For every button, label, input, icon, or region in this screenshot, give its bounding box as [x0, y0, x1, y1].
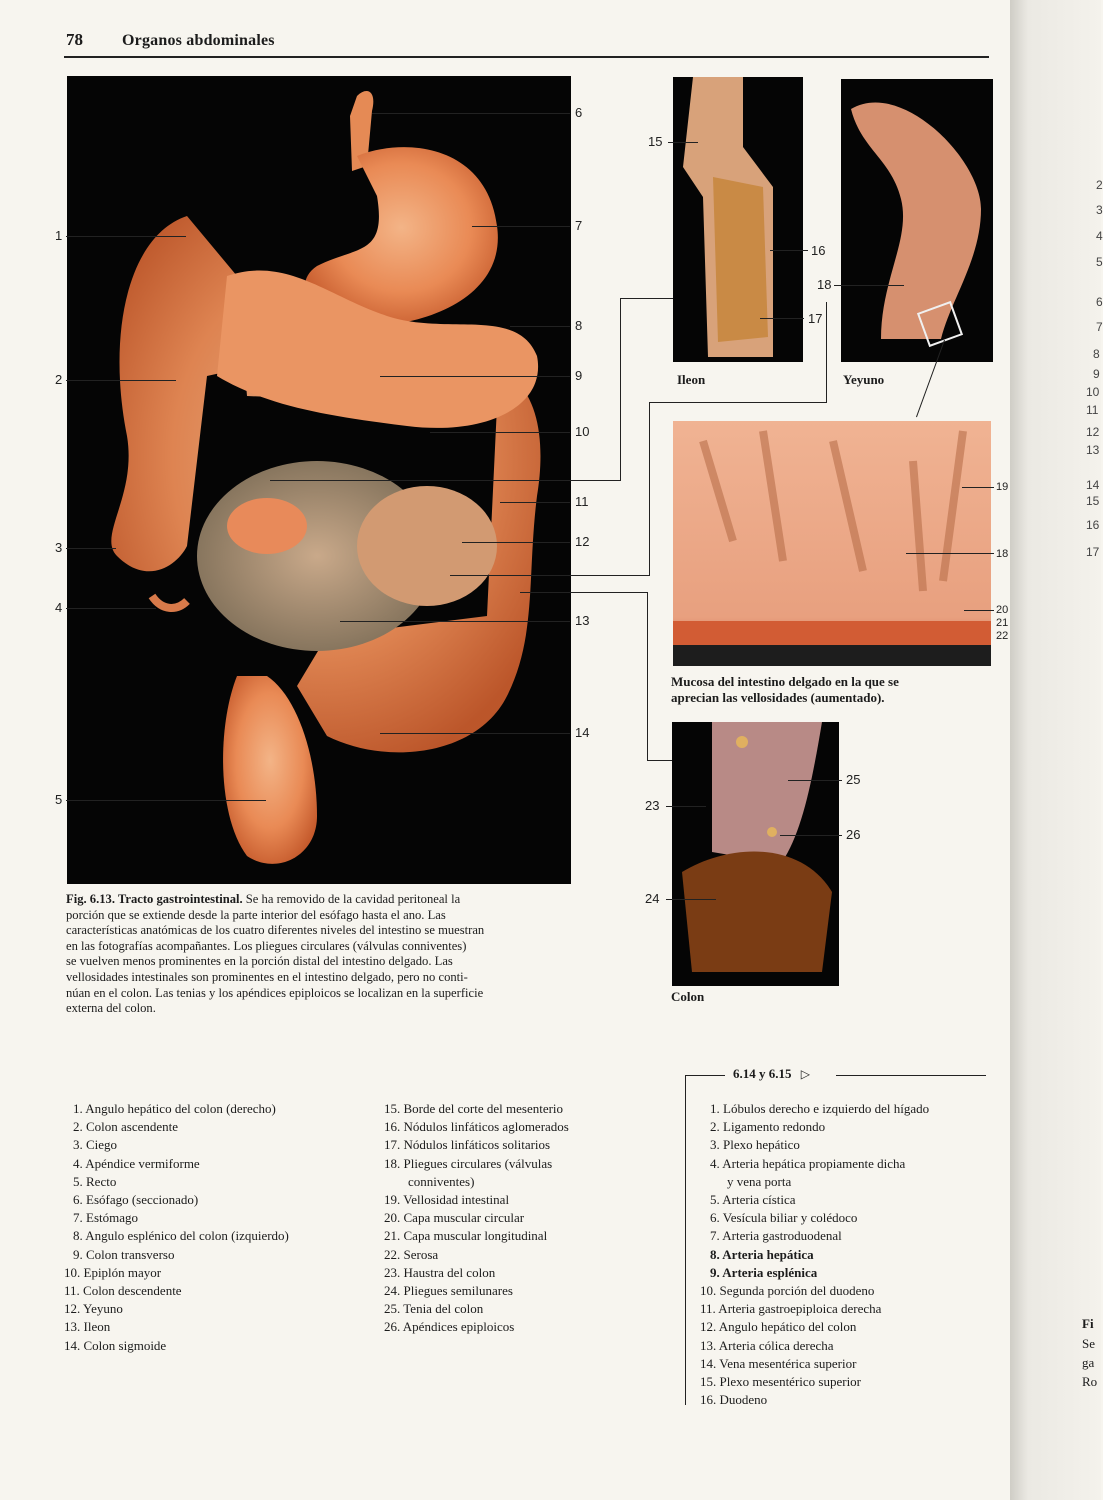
list-item: 16. Duodeno — [700, 1392, 768, 1408]
label-24: 26 — [846, 827, 861, 842]
label-7: 7 — [575, 218, 583, 233]
label-9: 9 — [575, 368, 583, 383]
connector-line — [649, 402, 826, 403]
legend-item: 23. Haustra del colon — [384, 1264, 496, 1280]
connector-line — [270, 480, 620, 481]
legend-item: 6. Esófago (seccionado) — [73, 1192, 199, 1208]
edge-number: 5 — [1096, 255, 1103, 269]
label-14: 14 — [575, 725, 590, 740]
leader-line — [66, 236, 186, 237]
label-11: 11 — [575, 494, 589, 509]
mucosa-photo — [673, 421, 991, 666]
edge-line-fragment: ga — [1082, 1355, 1095, 1370]
leader-line — [770, 250, 808, 251]
edge-number: 7 — [1096, 320, 1103, 334]
legend-item: conniventes) — [408, 1173, 475, 1189]
leader-line — [962, 487, 994, 488]
legend-item: 8. Angulo esplénico del colon (izquierdo) — [73, 1228, 289, 1244]
leader-line — [462, 542, 570, 543]
label-25: 23 — [645, 798, 660, 813]
legend-item: 25. Tenia del colon — [384, 1301, 484, 1317]
label-21: 21 — [996, 617, 1009, 629]
list-item: 4. Arteria hepática propiamente dicha — [710, 1155, 906, 1171]
legend-item: 24. Pliegues semilunares — [384, 1283, 513, 1299]
figure-caption-line: núan en el colon. Las tenias y los apéndices epiploicos se localizan en la superficie — [66, 985, 484, 1000]
connector-line — [647, 592, 648, 760]
leader-line — [964, 610, 994, 611]
leader-line — [380, 733, 570, 734]
triangle-right-icon: ▷ — [800, 1067, 810, 1081]
connector-line — [620, 298, 621, 481]
legend-item: 3. Ciego — [73, 1137, 118, 1153]
mucosa-caption-line2 — [671, 690, 885, 706]
label-18b: 18 — [996, 548, 1009, 560]
list-item: 13. Arteria cólica derecha — [700, 1337, 834, 1353]
label-2: 2 — [55, 372, 63, 387]
colon-illustration — [672, 722, 839, 986]
leader-line — [788, 780, 842, 781]
mucosa-caption-line1: Mucosa del intestino delgado en la que se — [671, 674, 899, 689]
legend-item: 12. Yeyuno — [64, 1301, 123, 1317]
label-5: 5 — [55, 792, 63, 807]
legend-item: 7. Estómago — [73, 1210, 138, 1226]
list-item: 9. Arteria esplénica — [710, 1264, 818, 1280]
section-border — [836, 1075, 986, 1076]
legend-item: 14. Colon sigmoide — [64, 1337, 167, 1353]
leader-line — [500, 502, 570, 503]
edge-line-fragment: Se — [1082, 1336, 1095, 1351]
ileon-caption: Ileon — [677, 372, 706, 387]
figure-caption — [66, 892, 593, 1017]
list-item: 15. Plexo mesentérico superior — [700, 1374, 862, 1390]
figure-caption-line: en las fotografías acompañantes. Los pliegues circulares (válvulas conniventes) — [66, 938, 467, 953]
list-item: 3. Plexo hepático — [710, 1137, 800, 1153]
leader-line — [340, 621, 570, 622]
label-1: 1 — [55, 228, 63, 243]
leader-line — [430, 432, 570, 433]
label-10: 10 — [575, 424, 590, 439]
section-heading-text: 6.14 y 6.15 — [733, 1066, 792, 1081]
legend-item: 15. Borde del corte del mesenterio — [384, 1101, 564, 1116]
page-title: Organos abdominales — [122, 32, 275, 49]
leader-line — [510, 326, 570, 327]
legend-item: 16. Nódulos linfáticos aglomerados — [384, 1119, 569, 1135]
list-item: 5. Arteria cística — [710, 1192, 796, 1208]
legend-item: 26. Apéndices epiploicos — [384, 1319, 515, 1335]
mucosa-caption-text: aprecian las vellosidades (aumentado). — [671, 690, 885, 705]
list-item: 10. Segunda porción del duodeno — [700, 1283, 875, 1299]
figure-caption-title: Fig. 6.13. Tracto gastrointestinal. — [66, 892, 243, 906]
legend-item: 9. Colon transverso — [73, 1246, 175, 1262]
list-item: 7. Arteria gastroduodenal — [710, 1228, 842, 1244]
figure-caption-line: se vuelven menos prominentes en la porción distal del intestino delgado. Las — [66, 954, 453, 969]
edge-number: 9 — [1093, 367, 1100, 381]
next-page-edge — [1010, 0, 1101, 1500]
list-item: 12. Angulo hepático del colon — [700, 1319, 857, 1335]
label-8: 8 — [575, 318, 583, 333]
list-item: y vena porta — [727, 1173, 792, 1189]
legend-item: 19. Vellosidad intestinal — [384, 1192, 510, 1208]
ileon-illustration — [673, 77, 803, 362]
legend-item: 11. Colon descendente — [64, 1283, 182, 1299]
colon-photo — [672, 722, 839, 986]
leader-line — [66, 548, 116, 549]
label-4: 4 — [55, 600, 63, 615]
legend-item: 10. Epiplón mayor — [64, 1264, 162, 1280]
legend-column-1 — [64, 1100, 289, 1355]
label-17: 17 — [808, 311, 823, 326]
label-22: 22 — [996, 630, 1009, 642]
list-item: 8. Arteria hepática — [710, 1246, 814, 1262]
legend-item: 4. Apéndice vermiforme — [73, 1155, 200, 1171]
leader-line — [666, 899, 716, 900]
page-number: 78 — [66, 30, 83, 49]
legend-item: 21. Capa muscular longitudinal — [384, 1228, 548, 1244]
legend-item: 2. Colon ascendente — [73, 1119, 179, 1135]
section-heading — [733, 1066, 810, 1082]
connector-line — [620, 298, 674, 299]
yeyuno-photo — [841, 79, 993, 362]
leader-line — [834, 285, 904, 286]
edge-number: 15 — [1086, 494, 1100, 508]
edge-number: 12 — [1086, 425, 1100, 439]
legend-item: 20. Capa muscular circular — [384, 1210, 525, 1226]
figure-caption-line: Se ha removido de la cavidad peritoneal la — [242, 892, 461, 906]
leader-line — [666, 806, 706, 807]
legend-column-2 — [384, 1100, 569, 1337]
figure-caption-line: externa del colon. — [66, 1001, 156, 1016]
legend-item: 13. Ileon — [64, 1319, 111, 1335]
label-3: 3 — [55, 540, 63, 555]
leader-line — [760, 318, 804, 319]
list-item: 6. Vesícula biliar y colédoco — [710, 1210, 858, 1226]
ileon-photo — [673, 77, 803, 362]
leader-line — [668, 142, 698, 143]
connector-line — [520, 592, 648, 593]
connector-line — [647, 760, 674, 761]
edge-number: 14 — [1086, 478, 1100, 492]
leader-line — [380, 376, 570, 377]
edge-number: 13 — [1086, 443, 1100, 457]
legend-item: 1. Angulo hepático del colon (derecho) — [73, 1101, 276, 1116]
edge-number: 4 — [1096, 229, 1103, 243]
colon-caption: Colon — [671, 989, 705, 1004]
header-divider — [64, 56, 989, 58]
label-19: 19 — [996, 481, 1009, 493]
label-13: 13 — [575, 613, 590, 628]
list-item: 14. Vena mesentérica superior — [700, 1355, 857, 1371]
leader-line — [66, 608, 156, 609]
connector-line — [450, 575, 650, 576]
leader-line — [372, 113, 570, 114]
legend-item: 18. Pliegues circulares (válvulas — [384, 1155, 553, 1171]
label-12: 12 — [575, 534, 590, 549]
edge-number: 3 — [1096, 203, 1103, 217]
yeyuno-illustration — [841, 79, 993, 362]
connector-line — [826, 302, 827, 403]
label-20: 20 — [996, 604, 1009, 616]
yeyuno-caption: Yeyuno — [843, 372, 885, 387]
edge-number: 6 — [1096, 295, 1103, 309]
section-6-14-list — [700, 1100, 929, 1409]
edge-number: 10 — [1086, 385, 1100, 399]
figure-caption-line: vellosidades intestinales son prominentes en el intestino delgado, pero no conti- — [66, 969, 468, 984]
legend-item: 22. Serosa — [384, 1246, 439, 1262]
edge-number: 11 — [1086, 403, 1099, 417]
list-item: 2. Ligamento redondo — [710, 1119, 826, 1135]
edge-fig-fragment: Fi — [1082, 1316, 1094, 1331]
leader-line — [780, 835, 842, 836]
leader-line — [906, 553, 994, 554]
label-6: 6 — [575, 105, 583, 120]
section-border — [685, 1075, 725, 1076]
legend-item: 5. Recto — [73, 1173, 117, 1189]
edge-number: 17 — [1086, 545, 1100, 559]
leader-line — [66, 800, 266, 801]
mucosa-illustration — [673, 421, 991, 666]
edge-number: 2 — [1096, 178, 1103, 192]
label-16: 16 — [811, 243, 826, 258]
edge-number: 8 — [1093, 347, 1100, 361]
legend-item: 17. Nódulos linfáticos solitarios — [384, 1137, 551, 1153]
leader-line — [472, 226, 570, 227]
label-26: 24 — [645, 891, 660, 906]
label-23: 25 — [846, 772, 861, 787]
list-item: 1. Lóbulos derecho e izquierdo del hígado — [710, 1101, 930, 1116]
edge-number: 16 — [1086, 518, 1100, 532]
leader-line — [66, 380, 176, 381]
connector-line — [649, 402, 650, 576]
label-18: 18 — [817, 277, 832, 292]
section-border — [685, 1075, 686, 1405]
label-15: 15 — [648, 134, 663, 149]
list-item: 11. Arteria gastroepiploica derecha — [700, 1301, 882, 1317]
edge-line-fragment: Ro — [1082, 1374, 1098, 1389]
figure-caption-line: porción que se extiende desde la parte interior del esófago hasta el ano. Las — [66, 907, 446, 922]
figure-caption-line: características anatómicas de los cuatro diferentes niveles del intestino se muestran — [66, 923, 485, 938]
